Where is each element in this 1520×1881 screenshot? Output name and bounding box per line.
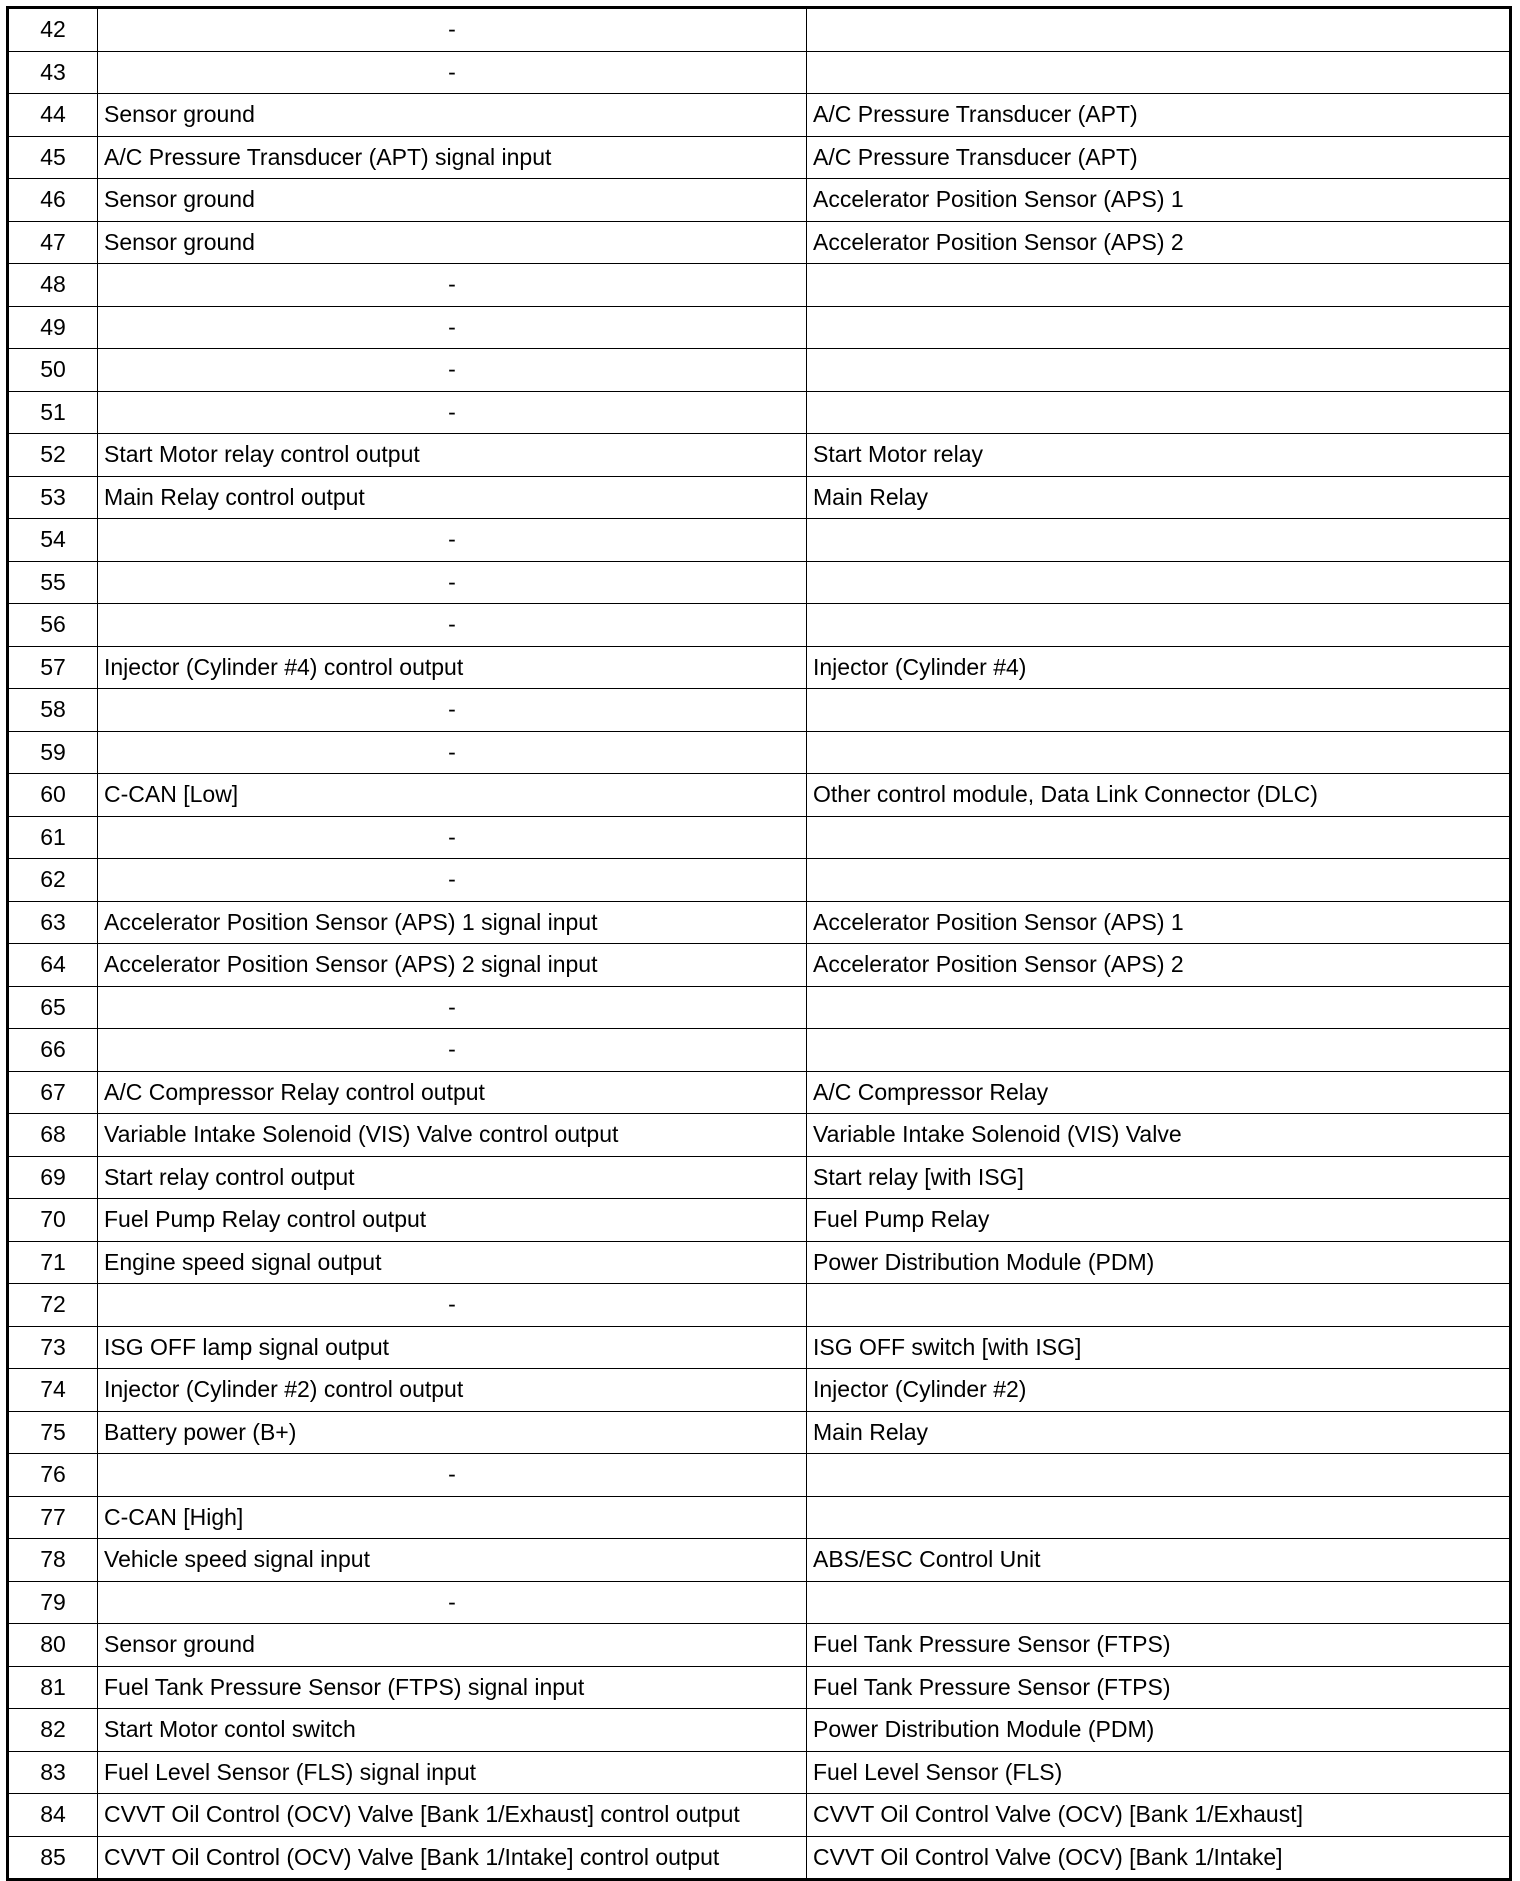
pin-number-cell: 48 <box>8 264 98 307</box>
table-row <box>8 1581 1511 1624</box>
pin-description-cell: Battery power (B+) <box>98 1411 807 1454</box>
table-row <box>8 51 1511 94</box>
table-row <box>8 1751 1511 1794</box>
pin-number-cell: 49 <box>8 306 98 349</box>
pin-number-cell: 72 <box>8 1284 98 1327</box>
table-row <box>8 901 1511 944</box>
connected-to-cell <box>807 1454 1511 1497</box>
table-row <box>8 1156 1511 1199</box>
pin-number-cell: 62 <box>8 859 98 902</box>
connected-to-cell: Power Distribution Module (PDM) <box>807 1241 1511 1284</box>
connected-to-cell: ABS/ESC Control Unit <box>807 1539 1511 1582</box>
table-row <box>8 519 1511 562</box>
pin-number-cell: 64 <box>8 944 98 987</box>
pin-number-cell: 69 <box>8 1156 98 1199</box>
connected-to-cell: Power Distribution Module (PDM) <box>807 1709 1511 1752</box>
connected-to-cell: Fuel Tank Pressure Sensor (FTPS) <box>807 1666 1511 1709</box>
pin-number-cell: 66 <box>8 1029 98 1072</box>
pin-description-cell: C-CAN [Low] <box>98 774 807 817</box>
pin-description-cell: - <box>98 1581 807 1624</box>
pin-description-cell: Main Relay control output <box>98 476 807 519</box>
table-row <box>8 434 1511 477</box>
connected-to-cell: Other control module, Data Link Connector (DLC) <box>807 774 1511 817</box>
pin-description-cell: - <box>98 1454 807 1497</box>
connected-to-cell <box>807 816 1511 859</box>
pin-description-cell: - <box>98 349 807 392</box>
table-row <box>8 1114 1511 1157</box>
connected-to-cell <box>807 986 1511 1029</box>
connected-to-cell: A/C Pressure Transducer (APT) <box>807 136 1511 179</box>
pin-number-cell: 73 <box>8 1326 98 1369</box>
pin-description-cell: Fuel Level Sensor (FLS) signal input <box>98 1751 807 1794</box>
table-row <box>8 1029 1511 1072</box>
pin-description-cell: Variable Intake Solenoid (VIS) Valve control output <box>98 1114 807 1157</box>
connected-to-cell <box>807 1581 1511 1624</box>
pin-description-cell: Start Motor relay control output <box>98 434 807 477</box>
pin-description-cell: Sensor ground <box>98 1624 807 1667</box>
pin-description-table <box>6 6 1512 1881</box>
table-row <box>8 136 1511 179</box>
pin-number-cell: 45 <box>8 136 98 179</box>
pin-number-cell: 68 <box>8 1114 98 1157</box>
pin-number-cell: 74 <box>8 1369 98 1412</box>
connected-to-cell <box>807 8 1511 52</box>
pin-description-cell: Sensor ground <box>98 94 807 137</box>
pin-description-cell: Start relay control output <box>98 1156 807 1199</box>
table-row <box>8 1836 1511 1880</box>
table-row <box>8 179 1511 222</box>
pin-number-cell: 60 <box>8 774 98 817</box>
connected-to-cell <box>807 519 1511 562</box>
connected-to-cell: Accelerator Position Sensor (APS) 1 <box>807 179 1511 222</box>
pin-description-cell: - <box>98 8 807 52</box>
connected-to-cell: Accelerator Position Sensor (APS) 2 <box>807 944 1511 987</box>
pin-number-cell: 77 <box>8 1496 98 1539</box>
connected-to-cell: CVVT Oil Control Valve (OCV) [Bank 1/Intake] <box>807 1836 1511 1880</box>
pin-number-cell: 85 <box>8 1836 98 1880</box>
pin-description-cell: CVVT Oil Control (OCV) Valve [Bank 1/Intake] control output <box>98 1836 807 1880</box>
pin-description-cell: Engine speed signal output <box>98 1241 807 1284</box>
connected-to-cell <box>807 1496 1511 1539</box>
connected-to-cell: ISG OFF switch [with ISG] <box>807 1326 1511 1369</box>
pin-description-cell: ISG OFF lamp signal output <box>98 1326 807 1369</box>
connected-to-cell: Accelerator Position Sensor (APS) 2 <box>807 221 1511 264</box>
pin-number-cell: 44 <box>8 94 98 137</box>
connected-to-cell: Start Motor relay <box>807 434 1511 477</box>
pin-number-cell: 80 <box>8 1624 98 1667</box>
pin-description-cell: Accelerator Position Sensor (APS) 1 signal input <box>98 901 807 944</box>
pin-number-cell: 71 <box>8 1241 98 1284</box>
pin-number-cell: 70 <box>8 1199 98 1242</box>
connected-to-cell <box>807 1284 1511 1327</box>
table-row <box>8 1241 1511 1284</box>
pin-number-cell: 52 <box>8 434 98 477</box>
connected-to-cell: Injector (Cylinder #2) <box>807 1369 1511 1412</box>
table-row <box>8 306 1511 349</box>
table-row <box>8 1284 1511 1327</box>
pin-number-cell: 67 <box>8 1071 98 1114</box>
connected-to-cell: Fuel Pump Relay <box>807 1199 1511 1242</box>
pin-description-cell: - <box>98 51 807 94</box>
connected-to-cell <box>807 561 1511 604</box>
pin-number-cell: 83 <box>8 1751 98 1794</box>
connected-to-cell <box>807 731 1511 774</box>
table-row <box>8 476 1511 519</box>
pin-description-cell: Start Motor contol switch <box>98 1709 807 1752</box>
pin-description-cell: - <box>98 604 807 647</box>
pin-description-cell: Fuel Tank Pressure Sensor (FTPS) signal input <box>98 1666 807 1709</box>
table-row <box>8 1326 1511 1369</box>
pin-number-cell: 61 <box>8 816 98 859</box>
table-row <box>8 944 1511 987</box>
connected-to-cell: Fuel Tank Pressure Sensor (FTPS) <box>807 1624 1511 1667</box>
pin-description-cell: C-CAN [High] <box>98 1496 807 1539</box>
connected-to-cell: Fuel Level Sensor (FLS) <box>807 1751 1511 1794</box>
pin-number-cell: 56 <box>8 604 98 647</box>
pin-number-cell: 82 <box>8 1709 98 1752</box>
table-row <box>8 391 1511 434</box>
pin-description-cell: - <box>98 561 807 604</box>
pin-number-cell: 57 <box>8 646 98 689</box>
table-row <box>8 1794 1511 1837</box>
table-row <box>8 221 1511 264</box>
table-row <box>8 1496 1511 1539</box>
table-row <box>8 1666 1511 1709</box>
connected-to-cell <box>807 306 1511 349</box>
pin-description-cell: Vehicle speed signal input <box>98 1539 807 1582</box>
table-row <box>8 349 1511 392</box>
connected-to-cell <box>807 689 1511 732</box>
connected-to-cell: Main Relay <box>807 476 1511 519</box>
connected-to-cell <box>807 859 1511 902</box>
connected-to-cell <box>807 391 1511 434</box>
pin-number-cell: 53 <box>8 476 98 519</box>
pin-description-cell: A/C Pressure Transducer (APT) signal input <box>98 136 807 179</box>
pin-description-cell: - <box>98 816 807 859</box>
connected-to-cell <box>807 51 1511 94</box>
connected-to-cell: Injector (Cylinder #4) <box>807 646 1511 689</box>
pin-description-cell: - <box>98 264 807 307</box>
pin-table-body <box>8 8 1511 1880</box>
pin-number-cell: 51 <box>8 391 98 434</box>
pin-number-cell: 50 <box>8 349 98 392</box>
table-row <box>8 816 1511 859</box>
pin-number-cell: 84 <box>8 1794 98 1837</box>
table-row <box>8 561 1511 604</box>
pin-number-cell: 42 <box>8 8 98 52</box>
pin-number-cell: 63 <box>8 901 98 944</box>
table-row <box>8 689 1511 732</box>
pin-number-cell: 43 <box>8 51 98 94</box>
connected-to-cell: A/C Compressor Relay <box>807 1071 1511 1114</box>
pin-number-cell: 55 <box>8 561 98 604</box>
pin-description-cell: - <box>98 731 807 774</box>
pin-description-cell: - <box>98 391 807 434</box>
pin-description-cell: - <box>98 1284 807 1327</box>
pin-number-cell: 47 <box>8 221 98 264</box>
table-row <box>8 8 1511 52</box>
table-row <box>8 646 1511 689</box>
table-row <box>8 1071 1511 1114</box>
pin-description-cell: Accelerator Position Sensor (APS) 2 signal input <box>98 944 807 987</box>
pin-number-cell: 54 <box>8 519 98 562</box>
connected-to-cell: Variable Intake Solenoid (VIS) Valve <box>807 1114 1511 1157</box>
pin-number-cell: 46 <box>8 179 98 222</box>
pin-description-cell: - <box>98 306 807 349</box>
pin-description-cell: - <box>98 519 807 562</box>
pin-description-cell: Injector (Cylinder #2) control output <box>98 1369 807 1412</box>
pin-description-cell: CVVT Oil Control (OCV) Valve [Bank 1/Exhaust] control output <box>98 1794 807 1837</box>
pin-number-cell: 79 <box>8 1581 98 1624</box>
table-row <box>8 986 1511 1029</box>
pin-description-cell: Sensor ground <box>98 221 807 264</box>
table-row <box>8 604 1511 647</box>
pin-number-cell: 75 <box>8 1411 98 1454</box>
connected-to-cell <box>807 604 1511 647</box>
table-row <box>8 774 1511 817</box>
table-row <box>8 1411 1511 1454</box>
connected-to-cell <box>807 1029 1511 1072</box>
table-row <box>8 94 1511 137</box>
pin-description-cell: - <box>98 859 807 902</box>
table-row <box>8 1199 1511 1242</box>
connected-to-cell: Accelerator Position Sensor (APS) 1 <box>807 901 1511 944</box>
table-row <box>8 1624 1511 1667</box>
pin-description-cell: Fuel Pump Relay control output <box>98 1199 807 1242</box>
pin-number-cell: 78 <box>8 1539 98 1582</box>
pin-description-cell: - <box>98 1029 807 1072</box>
pin-description-cell: A/C Compressor Relay control output <box>98 1071 807 1114</box>
table-row <box>8 1539 1511 1582</box>
pin-number-cell: 65 <box>8 986 98 1029</box>
pin-number-cell: 58 <box>8 689 98 732</box>
table-row <box>8 731 1511 774</box>
pin-number-cell: 59 <box>8 731 98 774</box>
table-row <box>8 859 1511 902</box>
table-row <box>8 1709 1511 1752</box>
connected-to-cell: Main Relay <box>807 1411 1511 1454</box>
table-row <box>8 1454 1511 1497</box>
connected-to-cell: CVVT Oil Control Valve (OCV) [Bank 1/Exhaust] <box>807 1794 1511 1837</box>
pin-description-cell: - <box>98 986 807 1029</box>
table-row <box>8 1369 1511 1412</box>
pin-number-cell: 76 <box>8 1454 98 1497</box>
pin-description-cell: - <box>98 689 807 732</box>
table-row <box>8 264 1511 307</box>
connected-to-cell: Start relay [with ISG] <box>807 1156 1511 1199</box>
pin-number-cell: 81 <box>8 1666 98 1709</box>
connected-to-cell: A/C Pressure Transducer (APT) <box>807 94 1511 137</box>
connected-to-cell <box>807 264 1511 307</box>
connected-to-cell <box>807 349 1511 392</box>
pin-description-cell: Sensor ground <box>98 179 807 222</box>
pin-description-cell: Injector (Cylinder #4) control output <box>98 646 807 689</box>
